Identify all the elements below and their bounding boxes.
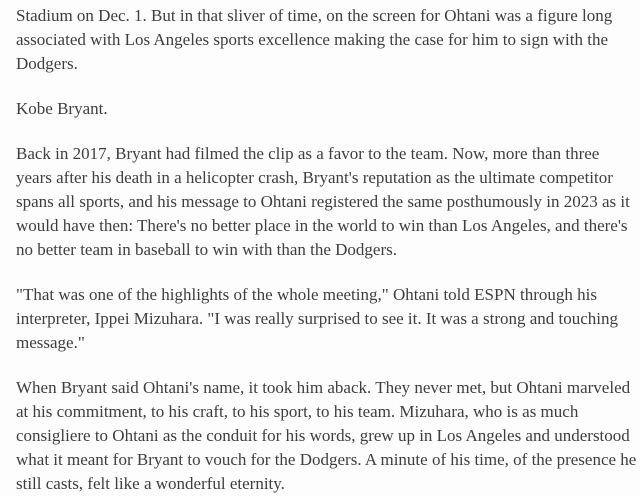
paragraph xyxy=(16,4,630,76)
text-line: When Bryant said Ohtani's name, it took him aback. They never met, but Ohtani marveled xyxy=(16,378,631,397)
text-line: Kobe Bryant. xyxy=(16,99,108,118)
text-line: Dodgers. xyxy=(16,54,78,73)
text-line: Stadium on Dec. 1. But in that sliver of time, on the screen for Ohtani was a figure long xyxy=(16,6,613,25)
text-line: no better team in baseball to win with than the Dodgers. xyxy=(16,240,397,259)
text-line: still casts, felt like a wonderful eternity. xyxy=(16,474,285,493)
paragraph xyxy=(16,376,637,496)
text-line: what it meant for Bryant to vouch for the Dodgers. A minute of his time, of the presence he xyxy=(16,450,637,469)
text-line: consigliere to Ohtani as the conduit for his words, grew up in Los Angeles and understood xyxy=(16,426,630,445)
paragraph xyxy=(16,283,630,355)
text-line: interpreter, Ippei Mizuhara. "I was really surprised to see it. It was a strong and touching xyxy=(16,309,619,328)
paragraph xyxy=(16,97,630,121)
text-line: would have then: There's no better place in the world to win than Los Angeles, and there's xyxy=(16,216,628,235)
paragraph xyxy=(16,142,630,262)
text-line: message." xyxy=(16,333,85,352)
text-line: associated with Los Angeles sports excellence making the case for him to sign with the xyxy=(16,30,609,49)
text-line: "That was one of the highlights of the whole meeting," Ohtani told ESPN through his xyxy=(16,285,597,304)
text-line: years after his death in a helicopter crash, Bryant's reputation as the ultimate competitor xyxy=(16,168,613,187)
text-line: Back in 2017, Bryant had filmed the clip as a favor to the team. Now, more than three xyxy=(16,144,600,163)
text-line: spans all sports, and his message to Ohtani registered the same posthumously in 2023 as it xyxy=(16,192,630,211)
text-line: at his commitment, to his craft, to his sport, to his team. Mizuhara, who is as much xyxy=(16,402,579,421)
